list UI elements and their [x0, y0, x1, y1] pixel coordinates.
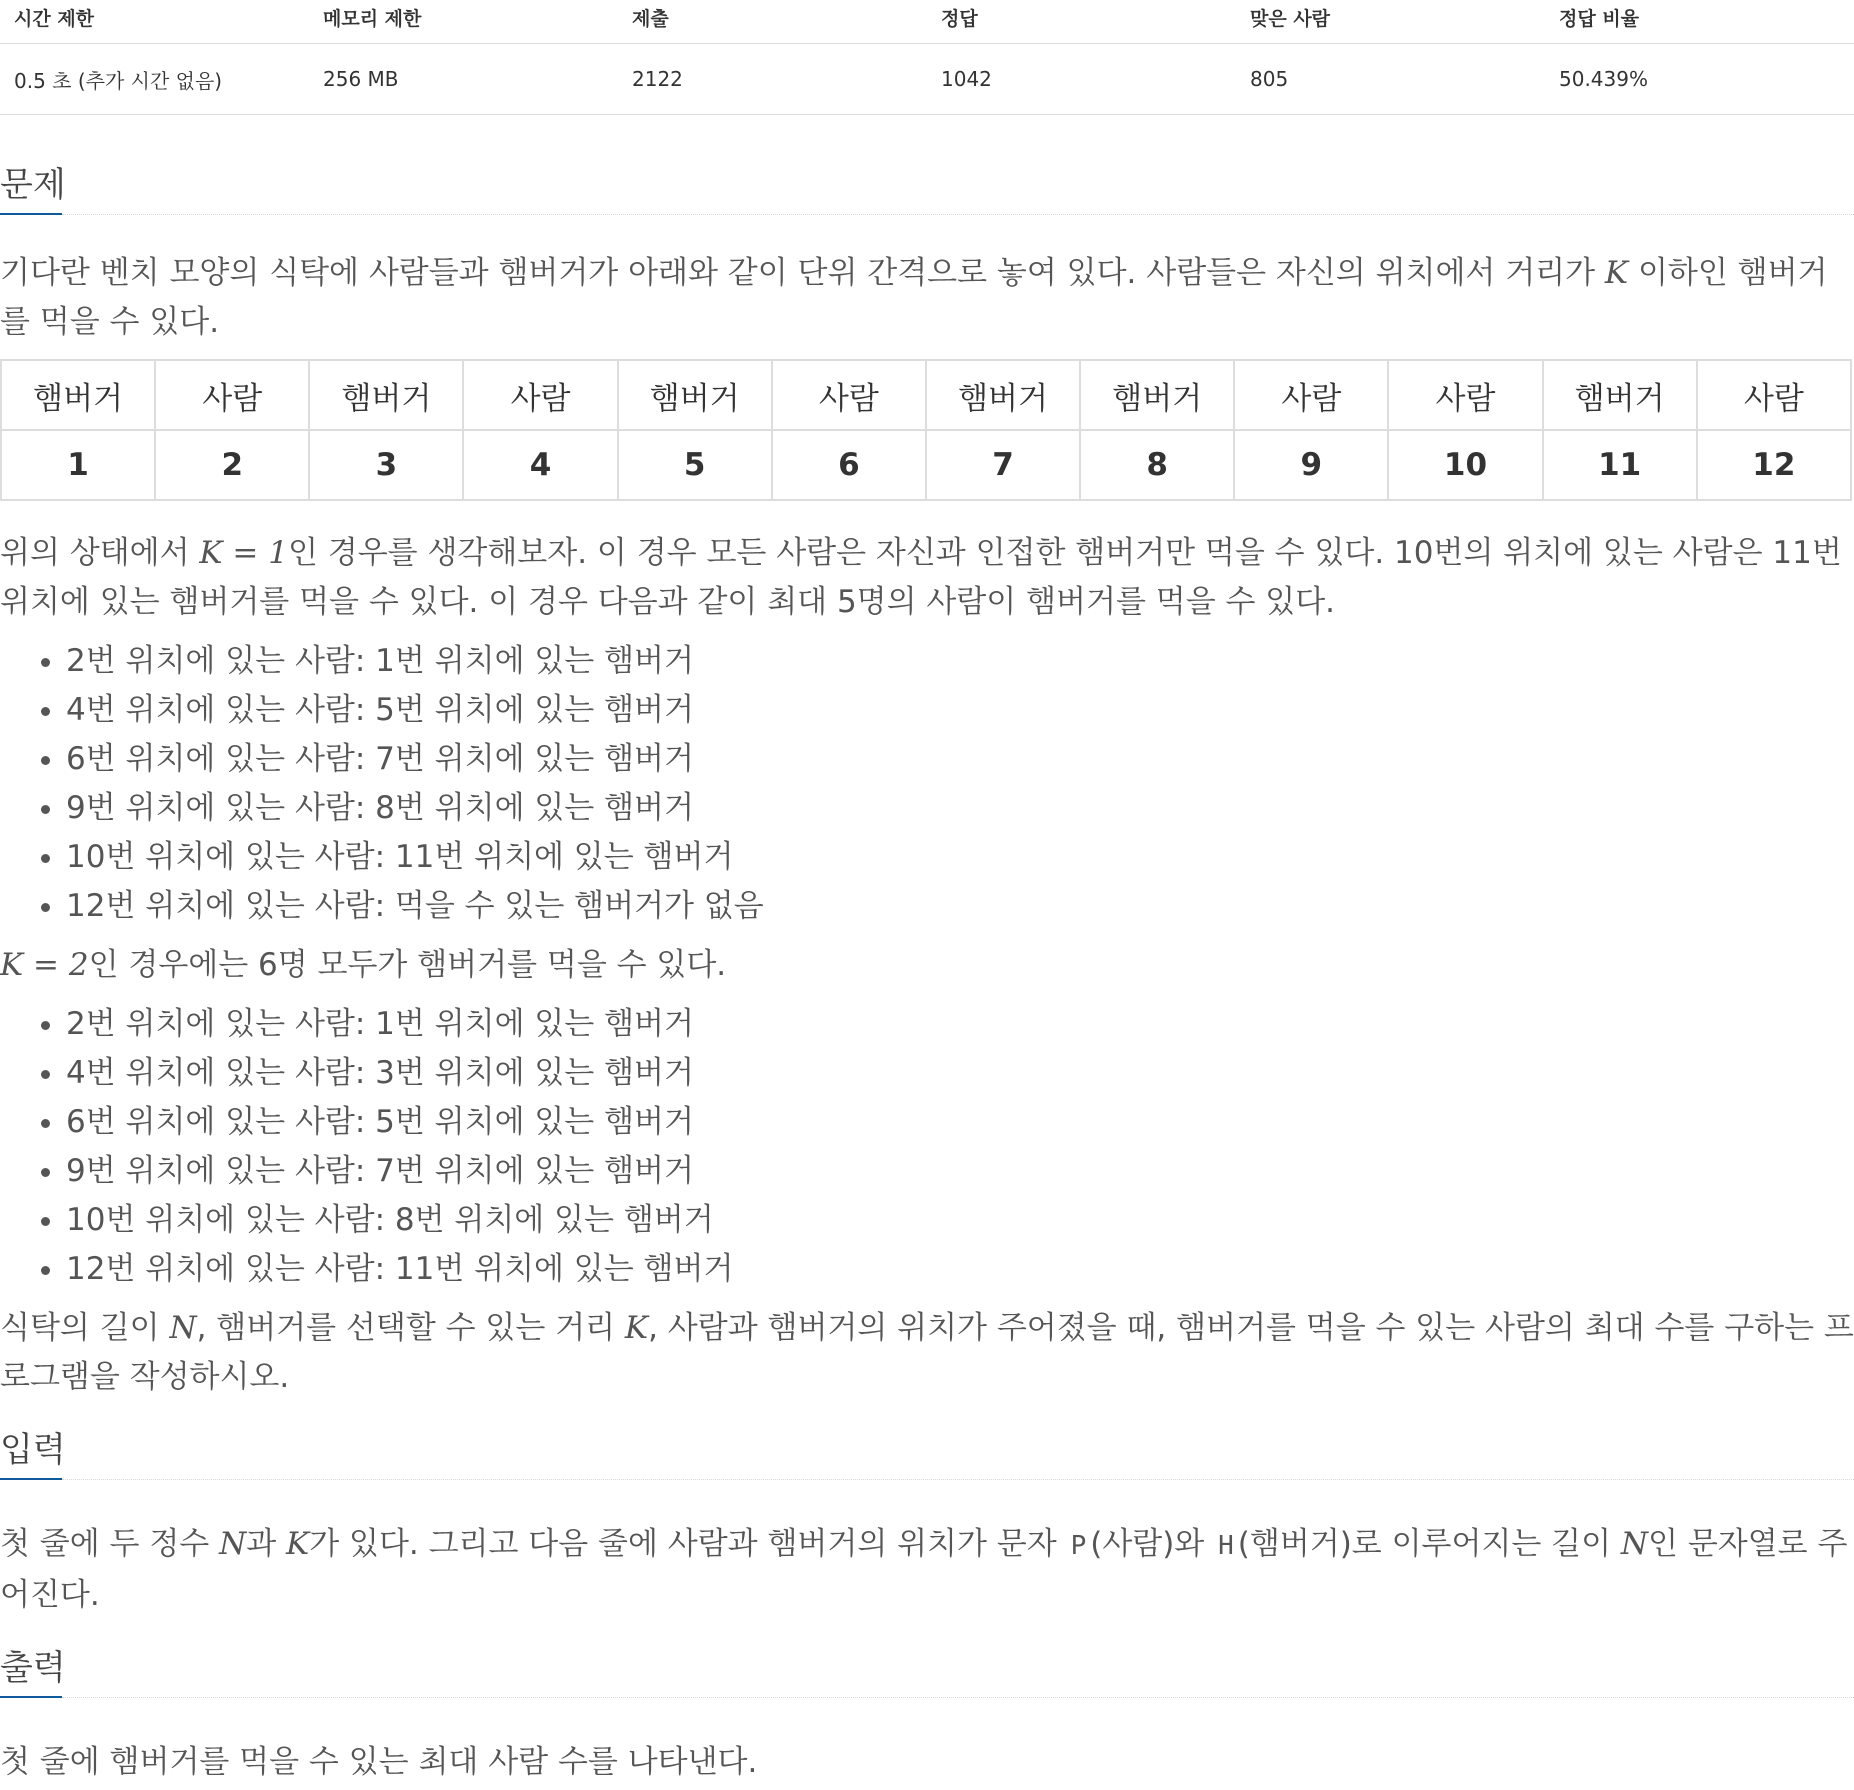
math-k: K: [286, 1526, 310, 1562]
stats-ratio: 50.439%: [1545, 44, 1854, 115]
position-label-row: [1, 360, 1851, 430]
position-label: 사람: [1234, 360, 1388, 430]
stats-header-time-limit: 시간 제한: [0, 0, 309, 44]
input-text-b: 과: [246, 1526, 287, 1562]
input-text-f: 인 문자열로 주어진다.: [0, 1526, 1848, 1613]
problem-section-header: [0, 155, 1854, 225]
problem-intro-text-b: 이하인 햄버거를 먹을 수 있다.: [0, 255, 1828, 340]
list-item: • 9번 위치에 있는 사람: 8번 위치에 있는 햄버거: [66, 784, 1854, 833]
position-number: 7: [926, 430, 1080, 500]
position-number: 11: [1543, 430, 1697, 500]
stats-submissions: 2122: [618, 44, 927, 115]
section-underline: [0, 213, 62, 215]
position-label: 햄버거: [1543, 360, 1697, 430]
output-section-header: [0, 1638, 1854, 1708]
position-label: 사람: [463, 360, 617, 430]
code-p: P: [1067, 1531, 1091, 1561]
input-description: [0, 1520, 1854, 1620]
position-label: 햄버거: [1, 360, 155, 430]
list-item: • 6번 위치에 있는 사람: 7번 위치에 있는 햄버거: [66, 735, 1854, 784]
math-n: N: [219, 1526, 247, 1562]
section-divider: [62, 1697, 1854, 1698]
final-text-a: 식탁의 길이: [0, 1310, 170, 1346]
k1-list: [0, 637, 1854, 931]
stats-header-row: [0, 0, 1854, 44]
list-item: • 2번 위치에 있는 사람: 1번 위치에 있는 햄버거: [66, 637, 1854, 686]
stats-accepted: 1042: [927, 44, 1236, 115]
k2-text: 인 경우에는 6명 모두가 햄버거를 먹을 수 있다.: [88, 947, 727, 983]
stats-memory-limit: 256 MB: [309, 44, 618, 115]
list-item: • 10번 위치에 있는 사람: 8번 위치에 있는 햄버거: [66, 1196, 1854, 1245]
position-label: 햄버거: [1080, 360, 1234, 430]
math-n: N: [169, 1310, 197, 1346]
position-label: 사람: [155, 360, 309, 430]
section-divider: [62, 214, 1854, 215]
position-number: 12: [1697, 430, 1851, 500]
position-number-row: [1, 430, 1851, 500]
list-item: • 9번 위치에 있는 사람: 7번 위치에 있는 햄버거: [66, 1147, 1854, 1196]
section-underline: [0, 1478, 62, 1480]
position-number: 9: [1234, 430, 1388, 500]
position-label: 햄버거: [926, 360, 1080, 430]
math-n: N: [1620, 1526, 1649, 1562]
list-item: • 4번 위치에 있는 사람: 3번 위치에 있는 햄버거: [66, 1049, 1854, 1098]
stats-table: [0, 0, 1854, 115]
position-label: 사람: [1388, 360, 1542, 430]
position-number: 2: [155, 430, 309, 500]
output-title: 출력: [0, 1648, 66, 1688]
stats-header-memory-limit: 메모리 제한: [309, 0, 618, 44]
list-item: • 12번 위치에 있는 사람: 먹을 수 있는 햄버거가 없음: [66, 882, 1854, 931]
list-item: • 10번 위치에 있는 사람: 11번 위치에 있는 햄버거: [66, 833, 1854, 882]
position-label: 사람: [772, 360, 926, 430]
problem-intro-text-a: 기다란 벤치 모양의 식탁에 사람들과 햄버거가 아래와 같이 단위 간격으로 놓여 있다. 사람들은 자신의 위치에서 거리가: [0, 255, 1605, 291]
k2-paragraph: [0, 941, 1854, 990]
list-item: • 12번 위치에 있는 사람: 11번 위치에 있는 햄버거: [66, 1245, 1854, 1294]
input-text-d: (사람)와: [1090, 1526, 1215, 1562]
input-text-e: (햄버거)로 이루어지는 길이: [1237, 1526, 1621, 1562]
list-item: • 2번 위치에 있는 사람: 1번 위치에 있는 햄버거: [66, 1000, 1854, 1049]
input-title: 입력: [0, 1430, 66, 1470]
stats-header-ratio: 정답 비율: [1545, 0, 1854, 44]
math-k-equals-2: K = 2: [0, 947, 89, 983]
input-text-c: 가 있다. 그리고 다음 줄에 사람과 햄버거의 위치가 문자: [309, 1526, 1067, 1562]
list-item: • 4번 위치에 있는 사람: 5번 위치에 있는 햄버거: [66, 686, 1854, 735]
k1-paragraph: [0, 529, 1854, 627]
problem-final-paragraph: [0, 1304, 1854, 1402]
math-k: K: [624, 1310, 649, 1346]
math-k: K: [1604, 255, 1629, 291]
position-number: 5: [618, 430, 772, 500]
position-number: 4: [463, 430, 617, 500]
stats-header-submissions: 제출: [618, 0, 927, 44]
position-table: [0, 359, 1852, 501]
position-number: 6: [772, 430, 926, 500]
final-text-c: , 사람과 햄버거의 위치가 주어졌을 때, 햄버거를 먹을 수 있는 사람의 최대 수를 구하는 프로그램을 작성하시오.: [0, 1310, 1854, 1395]
output-description: 첫 줄에 햄버거를 먹을 수 있는 최대 사람 수를 나타낸다.: [0, 1744, 758, 1780]
stats-time-limit: 0.5 초 (추가 시간 없음): [0, 44, 309, 115]
math-k-equals-1: K = 1: [199, 535, 288, 571]
stats-value-row: [0, 44, 1854, 115]
position-label: 햄버거: [309, 360, 463, 430]
k1-text-b: 인 경우를 생각해보자. 이 경우 모든 사람은 자신과 인접한 햄버거만 먹을 수 있다. 10번의 위치에 있는 사람은 11번 위치에 있는 햄버거를 먹을 수 있다. 이 경우 다음과 같이 최대 5명의 사람이 햄버거를 먹을 수 있다.: [0, 535, 1842, 620]
input-section-header: [0, 1420, 1854, 1490]
list-item: • 6번 위치에 있는 사람: 5번 위치에 있는 햄버거: [66, 1098, 1854, 1147]
code-h: H: [1214, 1531, 1238, 1561]
problem-intro: [0, 249, 1854, 347]
final-text-b: , 햄버거를 선택할 수 있는 거리: [196, 1310, 625, 1346]
position-number: 1: [1, 430, 155, 500]
input-text-a: 첫 줄에 두 정수: [0, 1526, 220, 1562]
position-number: 10: [1388, 430, 1542, 500]
section-divider: [62, 1479, 1854, 1480]
stats-solvers: 805: [1236, 44, 1545, 115]
position-label: 사람: [1697, 360, 1851, 430]
problem-title: 문제: [0, 165, 66, 205]
position-number: 8: [1080, 430, 1234, 500]
k1-text-a: 위의 상태에서: [0, 535, 200, 571]
stats-header-solvers: 맞은 사람: [1236, 0, 1545, 44]
position-label: 햄버거: [618, 360, 772, 430]
position-number: 3: [309, 430, 463, 500]
k2-list: [0, 1000, 1854, 1294]
stats-header-accepted: 정답: [927, 0, 1236, 44]
problem-description: [0, 249, 1854, 1402]
section-underline: [0, 1696, 62, 1698]
